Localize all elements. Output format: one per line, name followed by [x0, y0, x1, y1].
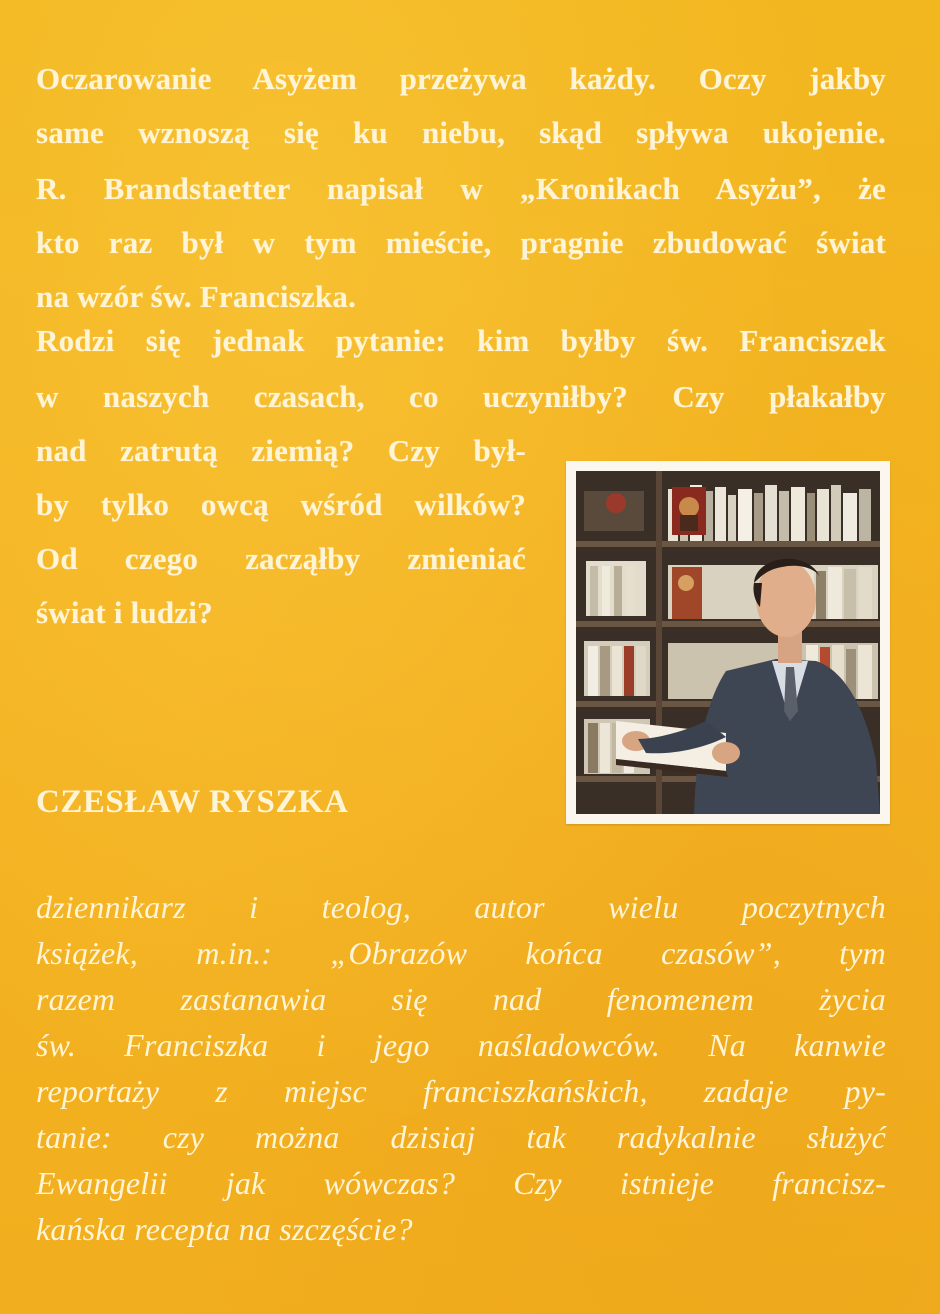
- intro-line-4: kto raz był w tym mieście, pragnie zbudować świat: [36, 225, 886, 260]
- bio-line-1: dziennikarz i teolog, autor wielu poczytnych: [36, 889, 886, 925]
- intro-line-6: Rodzi się jednak pytanie: kim byłby św. Franciszek: [36, 323, 886, 358]
- intro-line-11: świat i ludzi?: [36, 595, 213, 630]
- intro-line-3: R. Brandstaetter napisał w „Kronikach Asyżu”, że: [36, 171, 886, 206]
- intro-line-10: Od czego zacząłby zmieniać: [36, 541, 526, 576]
- intro-line-5: na wzór św. Franciszka.: [36, 279, 357, 314]
- bio-line-7: Ewangelii jak wówczas? Czy istnieje francisz-: [36, 1165, 886, 1201]
- intro-line-1: Oczarowanie Asyżem przeżywa każdy. Oczy jakby: [36, 61, 886, 96]
- author-photo-image: [576, 471, 880, 814]
- intro-line-8: nad zatrutą ziemią? Czy był-: [36, 433, 526, 468]
- bio-line-4: św. Franciszka i jego naśladowców. Na kanwie: [36, 1027, 886, 1063]
- bio-line-3: razem zastanawia się nad fenomenem życia: [36, 981, 886, 1017]
- bio-line-2: książek, m.in.: „Obrazów końca czasów”, tym: [36, 935, 886, 971]
- intro-line-2: same wznoszą się ku niebu, skąd spływa ukojenie.: [36, 115, 886, 150]
- intro-line-7: w naszych czasach, co uczyniłby? Czy płakałby: [36, 379, 886, 414]
- bio-line-6: tanie: czy można dzisiaj tak radykalnie służyć: [36, 1119, 886, 1155]
- bio-line-5: reportaży z miejsc franciszkańskich, zadaje py-: [36, 1073, 886, 1109]
- author-photo: [566, 461, 890, 824]
- intro-line-9: by tylko owcą wśród wilków?: [36, 487, 526, 522]
- bio-line-8: kańska recepta na szczęście?: [36, 1211, 413, 1247]
- author-name: CZESŁAW RYSZKA: [36, 784, 349, 820]
